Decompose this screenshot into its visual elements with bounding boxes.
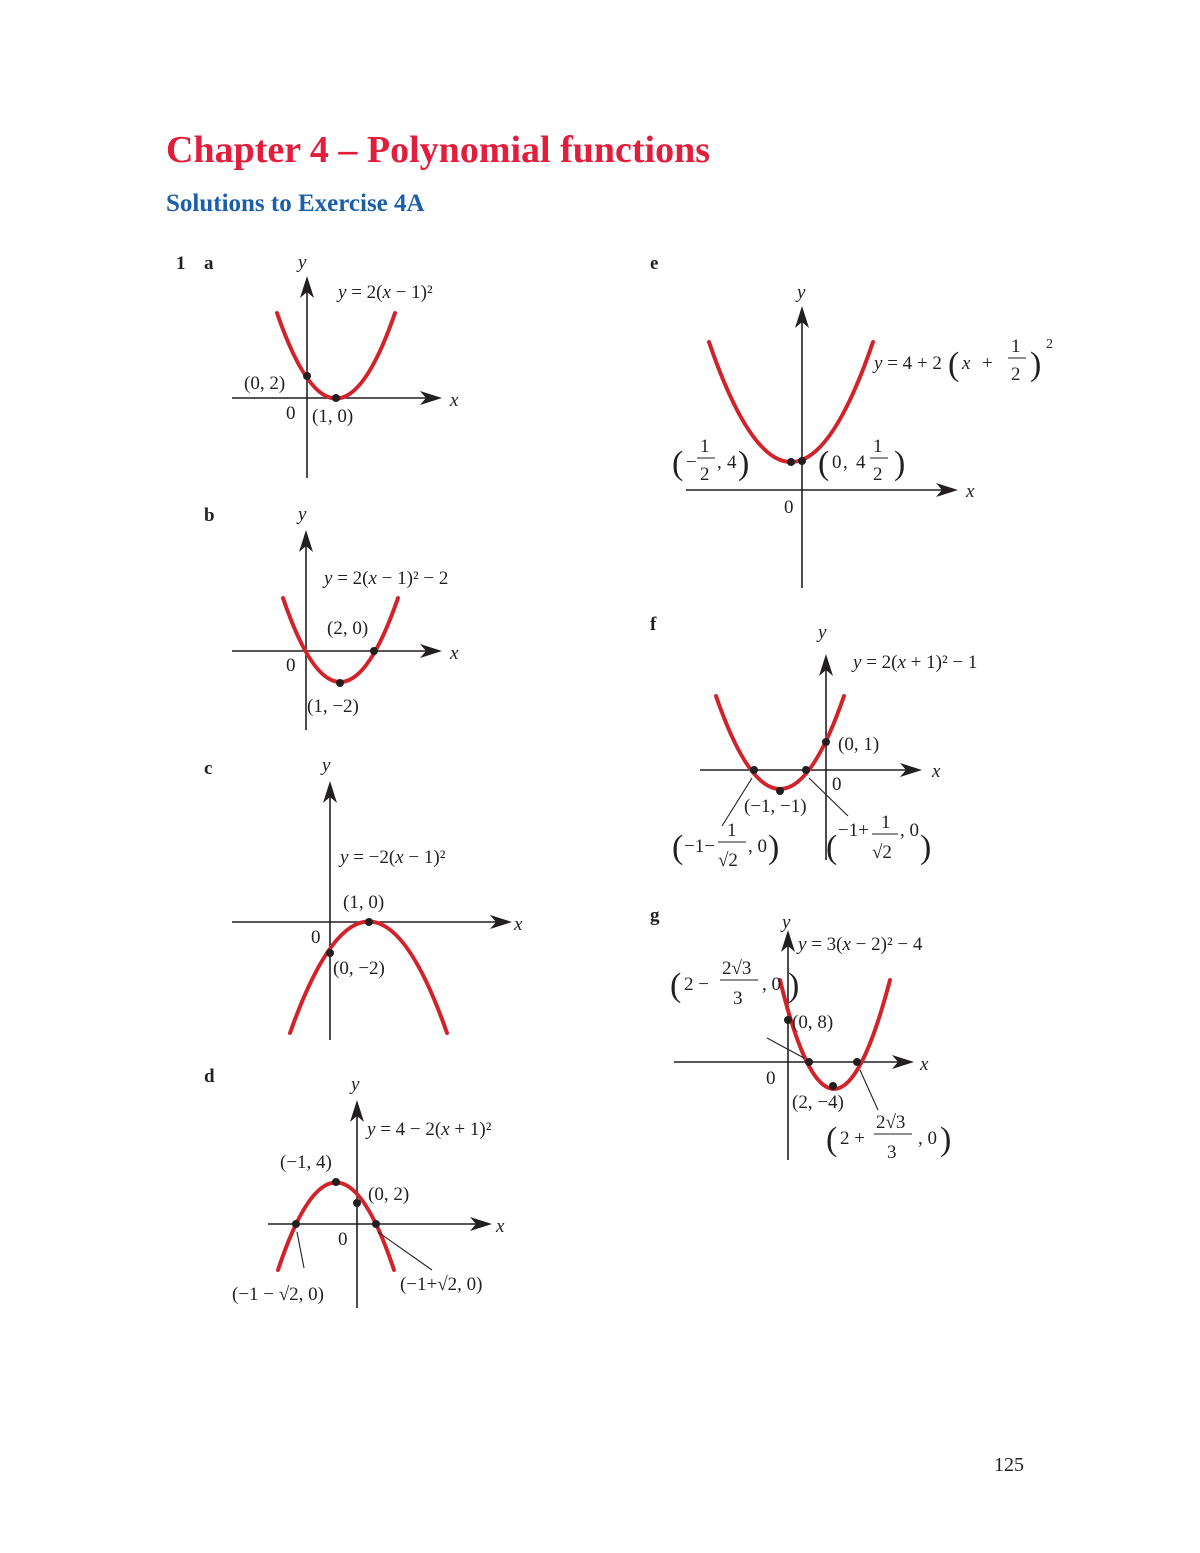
fraction-numerator: 1 xyxy=(700,436,710,457)
fraction-denominator: √2 xyxy=(872,842,892,863)
point-dot xyxy=(822,738,830,746)
point-dot xyxy=(370,647,378,655)
fraction-numerator: 2√3 xyxy=(722,958,752,979)
fraction-numerator: 1 xyxy=(873,436,883,457)
part-label-a: a xyxy=(204,253,214,274)
point-dot xyxy=(805,1058,813,1066)
point-dot xyxy=(336,679,344,687)
point-fragment: 4 xyxy=(727,452,737,473)
parabola-curve xyxy=(709,342,873,462)
point-label: (0, 2) xyxy=(368,1184,410,1205)
page-number: 125 xyxy=(994,1454,1024,1476)
bracket: ( xyxy=(948,346,960,383)
equation-label: y = 2(x + 1)² − 1 xyxy=(853,652,978,673)
bracket: ( xyxy=(672,829,684,866)
point-label: (2, −4) xyxy=(792,1092,844,1113)
leader-line xyxy=(809,778,848,816)
bracket: ( xyxy=(672,445,684,482)
y-axis-label: y xyxy=(797,282,806,303)
point-label: (1, −2) xyxy=(307,696,359,717)
point-dot xyxy=(353,1199,361,1207)
origin-label: 0 xyxy=(286,403,296,424)
point-dot xyxy=(365,918,373,926)
point-dot xyxy=(853,1058,861,1066)
bracket: ) xyxy=(788,967,800,1004)
equation-fragment: + xyxy=(982,353,993,374)
bracket: ( xyxy=(818,445,830,482)
graph-f xyxy=(672,622,977,871)
graph-e xyxy=(672,282,1053,588)
x-axis-label: x xyxy=(496,1216,505,1237)
point-label: (0, 2) xyxy=(244,373,286,394)
equation-label: y = 2(x − 1)² − 2 xyxy=(324,568,449,589)
point-fragment: − xyxy=(686,452,697,473)
point-label: (−1, −1) xyxy=(744,796,807,817)
point-fragment: , xyxy=(717,452,722,473)
y-axis-label: y xyxy=(782,912,791,933)
part-label-e: e xyxy=(650,253,659,274)
x-axis-label: x xyxy=(920,1054,929,1075)
fraction-denominator: 3 xyxy=(733,988,743,1009)
point-fragment: , 0 xyxy=(762,974,781,995)
point-fragment: 2 + xyxy=(840,1128,865,1149)
equation-label: y = 4 − 2(x + 1)² xyxy=(367,1119,492,1140)
point-dot xyxy=(372,1220,380,1228)
y-axis-label: y xyxy=(322,755,331,776)
fraction-denominator: 2 xyxy=(1011,364,1021,385)
bracket: ) xyxy=(1030,346,1042,383)
equation-fragment: y = 4 + 2 xyxy=(874,353,942,374)
point-fragment: 4 xyxy=(856,452,866,473)
origin-label: 0 xyxy=(311,927,321,948)
parabola-curve xyxy=(277,313,395,399)
question-number: 1 xyxy=(176,253,186,274)
leader-line xyxy=(297,1232,304,1268)
point-dot xyxy=(326,949,334,957)
fraction-denominator: √2 xyxy=(718,850,738,871)
point-dot xyxy=(798,457,806,465)
fraction-numerator: 1 xyxy=(1011,336,1021,357)
fraction-denominator: 2 xyxy=(700,464,710,485)
bracket: ( xyxy=(826,1121,838,1158)
section-title: Solutions to Exercise 4A xyxy=(166,190,425,217)
fraction-numerator: 2√3 xyxy=(876,1112,906,1133)
fraction-denominator: 2 xyxy=(873,464,883,485)
equation-label: y = −2(x − 1)² xyxy=(340,847,446,868)
part-label-b: b xyxy=(204,505,215,526)
point-fragment: , 0 xyxy=(918,1128,937,1149)
bracket: ) xyxy=(738,445,750,482)
graph-a xyxy=(232,252,459,478)
graph-c xyxy=(232,755,523,1040)
graph-d xyxy=(232,1074,505,1308)
x-axis-label: x xyxy=(932,761,941,782)
graph-b xyxy=(232,504,459,730)
point-label: (1, 0) xyxy=(312,406,354,427)
point-label: (1, 0) xyxy=(343,892,385,913)
point-dot xyxy=(776,787,784,795)
point-dot xyxy=(750,766,758,774)
point-dot xyxy=(787,458,795,466)
part-label-f: f xyxy=(650,614,657,635)
point-label: (2, 0) xyxy=(327,618,369,639)
x-axis-label: x xyxy=(966,481,975,502)
point-fragment: −1− xyxy=(684,836,715,857)
point-fragment: , 0 xyxy=(748,836,767,857)
point-fragment: 0 xyxy=(832,452,842,473)
origin-label: 0 xyxy=(286,655,296,676)
chapter-title: Chapter 4 – Polynomial functions xyxy=(166,129,711,171)
leader-line xyxy=(860,1070,878,1110)
equation-label: y = 3(x − 2)² − 4 xyxy=(798,934,923,955)
part-label-d: d xyxy=(204,1066,215,1087)
point-fragment: 2 − xyxy=(684,974,709,995)
origin-label: 0 xyxy=(766,1068,776,1089)
point-dot xyxy=(332,1178,340,1186)
point-dot xyxy=(784,1016,792,1024)
origin-label: 0 xyxy=(338,1229,348,1250)
point-label: (−1+√2, 0) xyxy=(400,1274,483,1295)
bracket: ) xyxy=(894,445,906,482)
point-dot xyxy=(292,1220,300,1228)
bracket: ) xyxy=(940,1121,952,1158)
point-label: (−1 − √2, 0) xyxy=(232,1284,325,1305)
y-axis-label: y xyxy=(298,252,307,273)
point-dot xyxy=(303,372,311,380)
exponent: 2 xyxy=(1046,337,1053,352)
parabola-curve xyxy=(283,598,398,682)
bracket: ) xyxy=(920,829,932,866)
x-axis-label: x xyxy=(450,643,459,664)
equation-fragment: x xyxy=(962,353,971,374)
part-label-c: c xyxy=(204,758,213,779)
graph-g xyxy=(670,912,951,1163)
point-fragment: , xyxy=(843,452,848,473)
bracket: ( xyxy=(670,967,682,1004)
point-dot xyxy=(332,394,340,402)
point-fragment: −1+ xyxy=(838,820,869,841)
fraction-denominator: 3 xyxy=(887,1142,897,1163)
point-label: (0, 1) xyxy=(838,734,880,755)
x-axis-label: x xyxy=(450,390,459,411)
y-axis-label: y xyxy=(351,1074,360,1095)
point-dot xyxy=(802,766,810,774)
x-axis-label: x xyxy=(514,914,523,935)
point-label: (−1, 4) xyxy=(280,1152,332,1173)
bracket: ) xyxy=(768,829,780,866)
equation-label: y = 2(x − 1)² xyxy=(338,282,433,303)
point-dot xyxy=(829,1082,837,1090)
point-label: (0, 8) xyxy=(792,1012,834,1033)
point-label: (0, −2) xyxy=(333,958,385,979)
point-fragment: , 0 xyxy=(900,820,919,841)
y-axis-label: y xyxy=(818,622,827,643)
bracket: ( xyxy=(826,829,838,866)
fraction-numerator: 1 xyxy=(727,820,737,841)
y-axis-label: y xyxy=(298,504,307,525)
origin-label: 0 xyxy=(784,497,794,518)
fraction-numerator: 1 xyxy=(881,812,891,833)
origin-label: 0 xyxy=(832,774,842,795)
part-label-g: g xyxy=(650,905,660,926)
